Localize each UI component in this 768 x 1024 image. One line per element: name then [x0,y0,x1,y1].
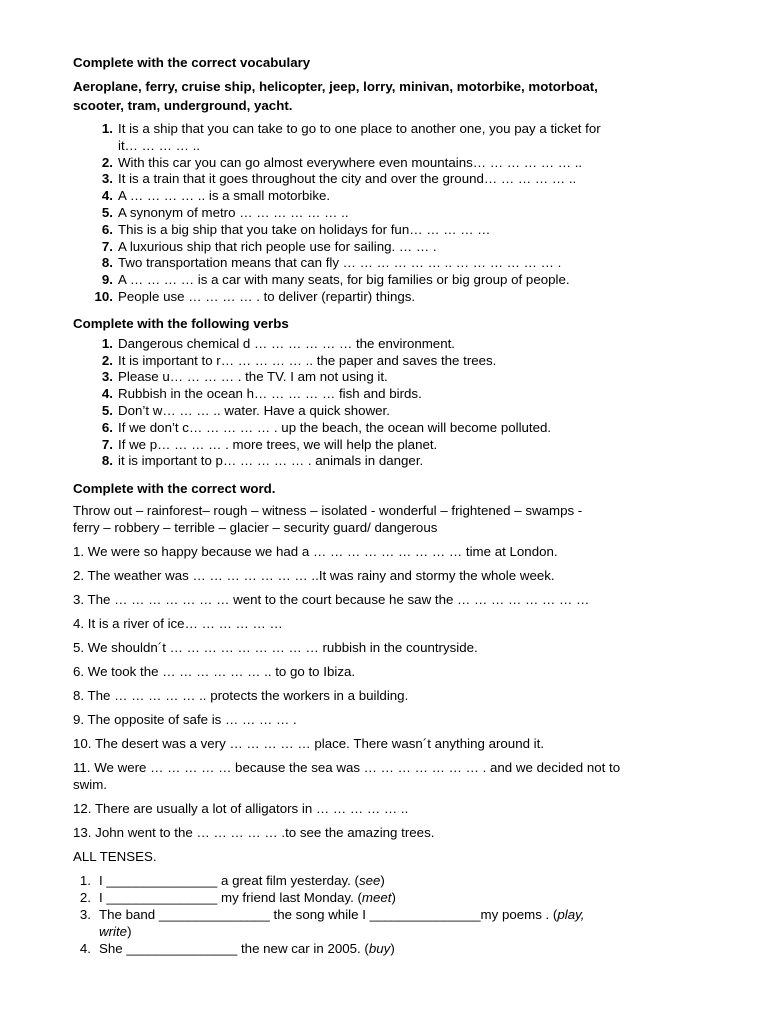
sentence: 5. We shouldn´t … … … … … … … … … rubbish in the countryside. [73,640,478,656]
sentence: 4. It is a river of ice… … … … … … [73,616,283,632]
list-item: 8. it is important to p… … … … … . animals in danger. [101,453,424,469]
list-item: 4. Rubbish in the ocean h… … … … … fish and birds. [101,386,422,402]
section1-list [73,121,693,306]
list-item: 6. If we don’t c… … … … … . up the beach, the ocean will become polluted. [101,419,552,435]
section4-heading: ALL TENSES. [73,849,157,865]
word-bank-line-1: Throw out – rainforest– rough – witness – isolated - wonderful – frightened – swamps - [73,503,583,519]
list-item: 8. Two transportation means that can fly … … … … … … .. … … … … … … . [101,255,562,271]
word-bank [73,502,693,536]
sentence: 9. The opposite of safe is … … … … . [73,712,297,728]
list-item: 4. She _______________ the new car in 2005. (buy) [79,941,395,957]
list-item: 3. It is a train that it goes throughout the city and over the ground… … … … … .. [101,171,577,187]
list-item: 3. The band _______________ the song while I _______________my poems . (play, write) [79,907,585,940]
word-bank-line-2: ferry – robbery – terrible – glacier – security guard/ dangerous [73,520,438,536]
sentence-list [73,543,693,841]
vocabulary-line-1: Aeroplane, ferry, cruise ship, helicopter, jeep, lorry, minivan, motorbike, motorboat, [73,79,598,94]
sentence: 8. The … … … … … .. protects the workers in a building. [73,688,409,704]
list-item: 5. Don’t w… … … .. water. Have a quick shower. [101,402,390,418]
sentence: 3. The … … … … … … … went to the court because he saw the … … … … … … … … [73,592,590,608]
sentence: 6. We took the … … … … … … .. to go to Ibiza. [73,664,356,680]
section3-heading: Complete with the correct word. [73,481,276,497]
list-item: 2. With this car you can go almost everywhere even mountains… … … … … … .. [101,154,583,170]
list-item: 1. It is a ship that you can take to go to one place to another one, you pay a ticket for it… … … … .. [101,121,601,153]
list-item: 3. Please u… … … … . the TV. I am not using it. [101,369,388,385]
list-item: 7. If we p… … … … . more trees, we will help the planet. [101,436,438,452]
worksheet [73,54,693,957]
vocabulary-list [73,77,693,115]
list-item: 2. I _______________ my friend last Monday. (meet) [79,890,396,906]
sentence: 12. There are usually a lot of alligators in … … … … … .. [73,801,409,817]
sentence: 10. The desert was a very … … … … … place. There wasn´t anything around it. [73,736,545,752]
list-item: 2. It is important to r… … … … … .. the paper and saves the trees. [101,352,497,368]
section2-heading: Complete with the following verbs [73,315,289,331]
section2-list [73,336,693,470]
list-item: 1. Dangerous chemical d … … … … … … the environment. [101,335,455,351]
sentence: 2. The weather was … … … … … … … ..It was rainy and stormy the whole week. [73,568,555,584]
list-item: 5. A synonym of metro … … … … … … .. [101,204,349,220]
list-item: 1. I _______________ a great film yesterday. (see) [79,873,385,889]
sentence: 11. We were … … … … … because the sea was … … … … … … … . and we decided not to swim. [73,760,621,793]
list-item: 7. A luxurious ship that rich people use for sailing. … … . [101,238,437,254]
vocabulary-line-2: scooter, tram, underground, yacht. [73,98,293,113]
list-item: 6. This is a big ship that you take on holidays for fun… … … … … [101,221,491,237]
sentence: 1. We were so happy because we had a … … … … … … … … … time at London. [73,544,558,560]
section1-heading: Complete with the correct vocabulary [73,55,311,70]
list-item: 10. People use … … … … . to deliver (repartir) things. [94,288,416,304]
list-item: 9. A … … … … is a car with many seats, for big families or big group of people. [101,272,570,288]
sentence: 13. John went to the … … … … … .to see the amazing trees. [73,825,435,841]
tenses-list [73,872,693,957]
list-item: 4. A … … … … .. is a small motorbike. [101,188,331,204]
